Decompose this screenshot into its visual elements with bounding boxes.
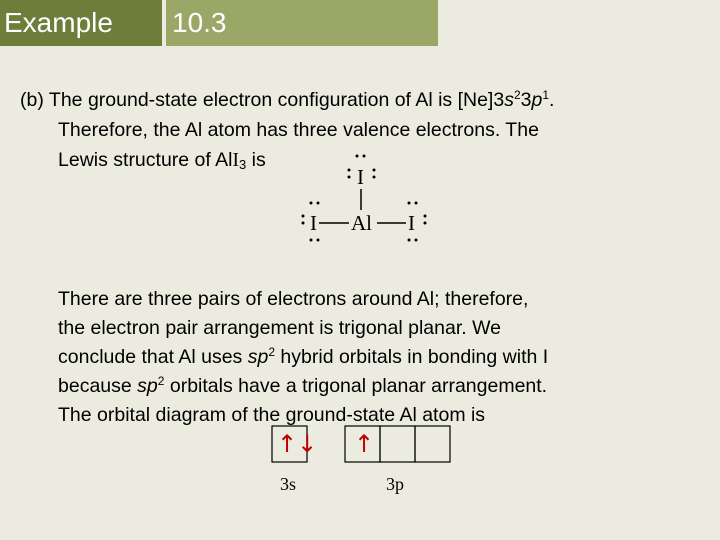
electron-up-arrow: ↑	[354, 430, 375, 458]
p2-text: orbitals have a trigonal planar arrangement.	[164, 375, 548, 397]
sp-label: sp	[137, 375, 158, 397]
superscript: 1	[542, 88, 550, 102]
orbital-box-3p-2	[380, 426, 415, 462]
p1-text: The ground-state electron configuration of Al is [Ne]3	[48, 89, 505, 111]
orbital-p: p	[531, 89, 543, 111]
lewis-iodine-top: I	[357, 165, 364, 189]
label-3p: 3p	[386, 474, 404, 494]
p2-text: conclude that Al uses	[58, 346, 248, 368]
p1-line2: Therefore, the Al atom has three valence electrons. The	[58, 119, 539, 141]
lewis-iodine-right: I	[408, 211, 415, 235]
p1-text: 3	[520, 89, 532, 111]
p1-text: Lewis structure of Al	[58, 149, 233, 171]
orbital-box-3p-3	[415, 426, 450, 462]
lewis-aluminum: Al	[351, 211, 372, 235]
orbital-s: s	[504, 89, 514, 111]
superscript: 2	[513, 88, 521, 102]
lewis-iodine-left: I	[310, 211, 317, 235]
iodine-symbol: I	[232, 150, 239, 171]
p2-line1: There are three pairs of electrons around Al; therefore,	[58, 288, 529, 310]
p2-line2: the electron pair arrangement is trigonal planar. We	[58, 317, 501, 339]
p1-text: .	[549, 89, 555, 111]
superscript: 2	[157, 374, 165, 388]
subscript: 3	[239, 157, 247, 172]
example-label: Example	[0, 0, 162, 46]
p2-text: because	[58, 375, 138, 397]
p1-text: is	[246, 149, 266, 171]
label-3s: 3s	[280, 474, 297, 494]
p2-text: hybrid orbitals in bonding with I	[275, 346, 549, 368]
sp-label: sp	[247, 346, 269, 368]
electron-pair-arrow: ↑↓	[277, 430, 318, 458]
p2-line5: The orbital diagram of the ground-state Al atom is	[58, 404, 486, 426]
example-number: 10.3	[166, 0, 438, 46]
superscript: 2	[268, 345, 276, 359]
part-label: (b)	[20, 89, 44, 111]
